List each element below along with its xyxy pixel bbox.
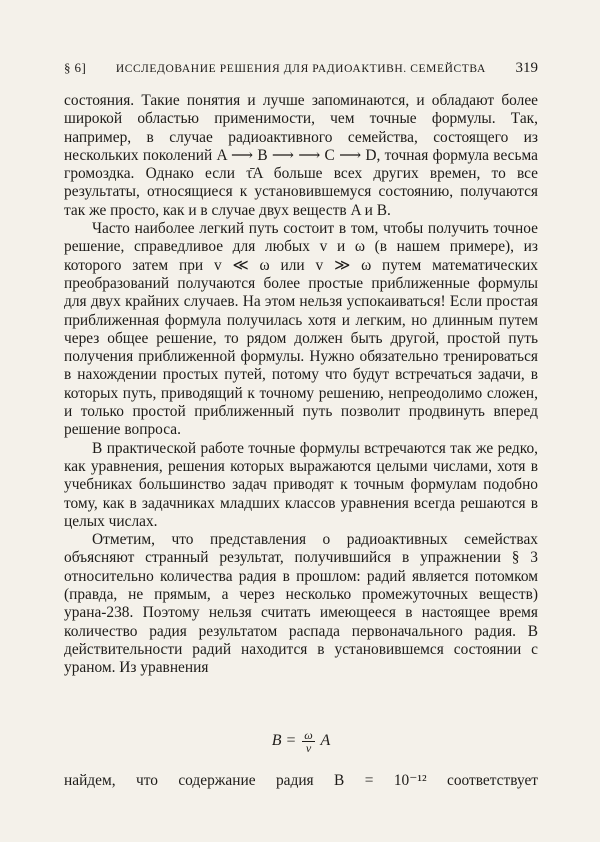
- fraction-numerator: ω: [304, 728, 313, 742]
- paragraph-3: В практической работе точные формулы встречаются так же редко, как уравнения, решения которых выражаются целыми числами, хотя в учебниках большинство задач приводят к точным формулам подобно тому, как в задачниках младших классов уравнения всегда решаются в целых числах.: [64, 439, 538, 530]
- paragraph-2: Часто наиболее легкий путь состоит в том, чтобы получить точное решение, справедливое для любых v и ω (в нашем примере), из которого затем при v ≪ ω или v ≫ ω путем математических преобразований получаются более простые приближенные формулы для двух крайних случаев. На этом нельзя успокаиваться! Если простая приближенная формула получилась хотя и легким, но длинным путем через общее решение, то рядом должен быть другой, простой путь получения приближенной формулы. Нужно обязательно тренироваться в нахождении простых путей, потому что будут встречаться задачи, в которых путь, приводящий к точному решению, непреодолимо сложен, и только простой приближенный путь позволит продвинуть вперед решение вопроса.: [64, 220, 538, 439]
- paragraph-1: состояния. Такие понятия и лучше запоминаются, и обладают более широкой областью применимости, чем точные формулы. Так, например, в случае радиоактивного семейства, состоящего из нескольких поколений A ⟶ B ⟶ ⟶ C ⟶ D, точная формула весьма громоздка. Однако если τ̄A больше всех других времен, то все результаты, относящиеся к установившемуся состоянию, получаются так же просто, как и в случае двух веществ A и B.: [64, 92, 538, 219]
- section-marker: § 6]: [64, 60, 87, 75]
- equation: [64, 729, 538, 754]
- equation-fraction: [302, 729, 314, 754]
- page-body: [64, 92, 538, 789]
- equation-rhs: A: [320, 732, 331, 750]
- page-number: 319: [515, 60, 538, 76]
- paragraph-4: Отметим, что представления о радиоактивных семействах объясняют странный результат, получившийся в упражнении § 3 относительно количества радия в прошлом: радий является потомком (правда, не прямым, а через несколько промежуточных веществ) урана-238. Поэтому нельзя считать имеющееся в настоящее время количество радия результатом распада первоначального радия. В действительности радий находится в установившемся состоянии с ураном. Из уравнения: [64, 531, 538, 677]
- equation-equals: =: [285, 732, 297, 750]
- equation-lhs: B: [271, 732, 282, 750]
- closing-line: найдем, что содержание радия B = 10⁻¹² соответствует: [64, 772, 538, 789]
- running-title: ИССЛЕДОВАНИЕ РЕШЕНИЯ ДЛЯ РАДИОАКТИВН. СЕМЕЙСТВА: [115, 63, 486, 75]
- running-header: [64, 60, 538, 77]
- fraction-denominator: v: [305, 741, 312, 755]
